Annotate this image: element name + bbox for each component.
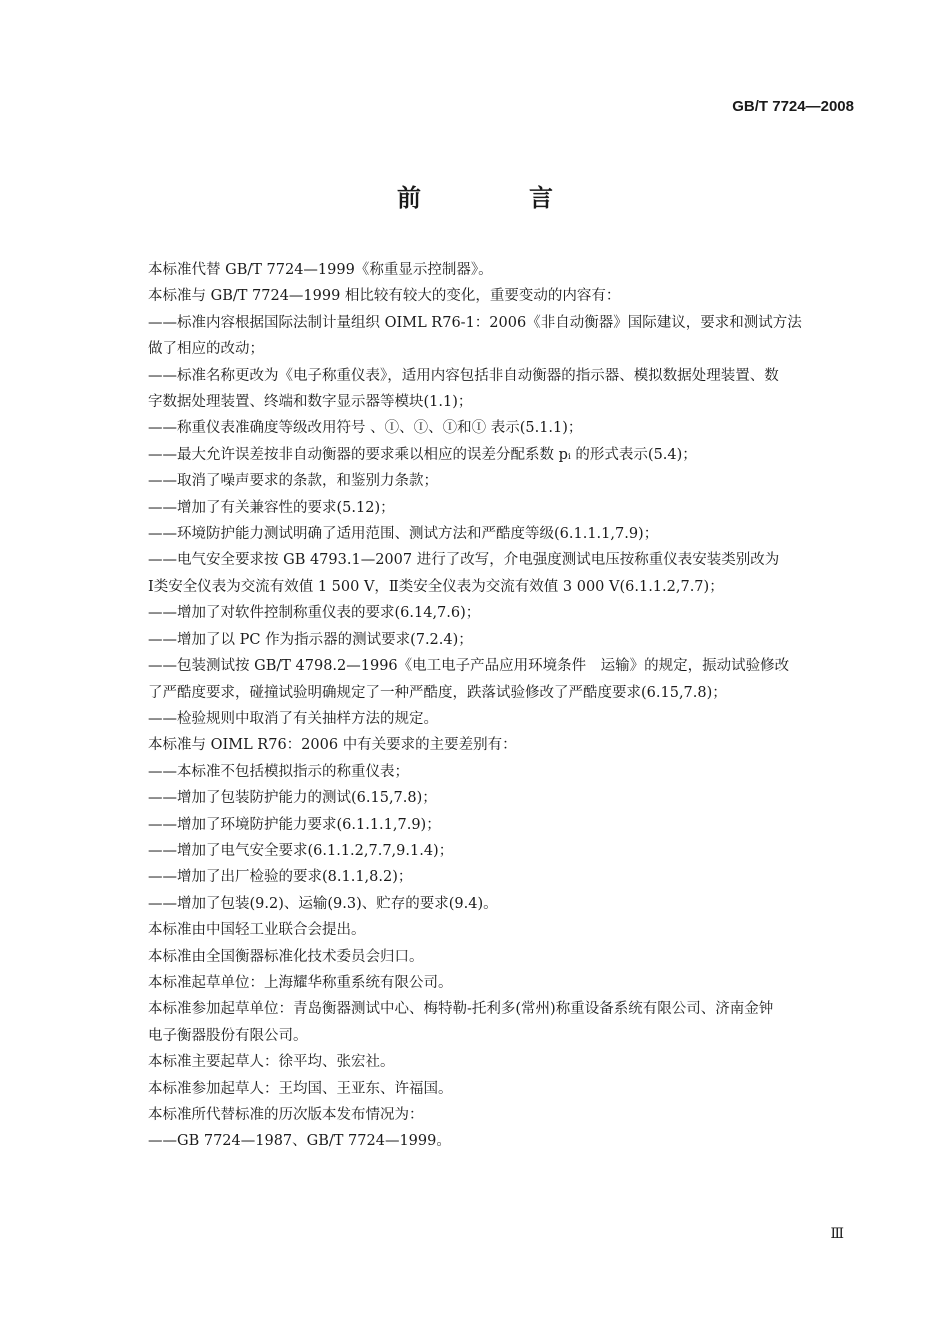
paragraph: 本标准参加起草人：王均国、王亚东、许福国。	[148, 1080, 453, 1097]
list-item: ——增加了环境防护能力要求(6.1.1.1,7.9)；	[148, 816, 441, 833]
paragraph: 本标准与 GB/T 7724—1999 相比较有较大的变化，重要变动的内容有：	[148, 288, 621, 305]
page-title: 前 言	[397, 184, 595, 212]
standard-code: GB/T 7724—2008	[732, 98, 854, 115]
paragraph-continuation: 电子衡器股份有限公司。	[148, 1027, 308, 1044]
paragraph: 本标准所代替标准的历次版本发布情况为：	[148, 1107, 424, 1123]
list-item: ——增加了包装防护能力的测试(6.15,7.8)；	[148, 790, 437, 807]
paragraph: 本标准起草单位：上海耀华称重系统有限公司。	[148, 974, 453, 991]
list-item-continuation: 做了相应的改动；	[148, 341, 264, 358]
paragraph: 本标准与 OIML R76：2006 中有关要求的主要差别有：	[148, 737, 517, 754]
list-item: ——标准名称更改为《电子称重仪表》，适用内容包括非自动衡器的指示器、模拟数据处理装置、数	[148, 367, 779, 384]
paragraph: 本标准由全国衡器标准化技术委员会归口。	[148, 948, 424, 965]
list-item: ——称重仪表准确度等级改用符号 、Ⓘ、Ⓘ、Ⓘ和Ⓘ 表示(5.1.1)；	[148, 420, 583, 437]
list-item: ——本标准不包括模拟指示的称重仪表；	[148, 763, 409, 780]
list-item: ——取消了噪声要求的条款，和鉴别力条款；	[148, 473, 438, 490]
list-item: ——包装测试按 GB/T 4798.2—1996《电工电子产品应用环境条件 运输》的规定，振动试验修改	[148, 658, 790, 675]
list-item: ——增加了对软件控制称重仪表的要求(6.14,7.6)；	[148, 605, 481, 622]
list-item: ——电气安全要求按 GB 4793.1—2007 进行了改写，介电强度测试电压按称重仪表安装类别改为	[148, 552, 780, 569]
list-item-continuation: 字数据处理装置、终端和数字显示器等模块(1.1)；	[148, 394, 473, 411]
list-item: ——增加了包装(9.2)、运输(9.3)、贮存的要求(9.4)。	[148, 895, 498, 912]
list-item: ——增加了电气安全要求(6.1.1.2,7.7,9.1.4)；	[148, 842, 454, 859]
list-item: ——增加了出厂检验的要求(8.1.1,8.2)；	[148, 869, 413, 886]
list-item: ——增加了有关兼容性的要求(5.12)；	[148, 499, 395, 516]
page-number: Ⅲ	[830, 1226, 844, 1242]
paragraph: 本标准由中国轻工业联合会提出。	[148, 922, 366, 939]
list-item: ——GB 7724—1987、GB/T 7724—1999。	[148, 1133, 451, 1150]
list-item: ——检验规则中取消了有关抽样方法的规定。	[148, 710, 438, 727]
list-item-continuation: Ⅰ类安全仪表为交流有效值 1 500 V，Ⅱ类安全仪表为交流有效值 3 000 V(6.1.1.2,7.7)；	[148, 578, 724, 595]
list-item: ——增加了以 PC 作为指示器的测试要求(7.2.4)；	[148, 631, 473, 648]
list-item-continuation: 了严酷度要求，碰撞试验明确规定了一种严酷度，跌落试验修改了严酷度要求(6.15,7.8)；	[148, 684, 727, 701]
paragraph: 本标准代替 GB/T 7724—1999《称重显示控制器》。	[148, 262, 493, 278]
list-item: ——最大允许误差按非自动衡器的要求乘以相应的误差分配系数 pᵢ 的形式表示(5.4)；	[148, 446, 697, 463]
list-item: ——环境防护能力测试明确了适用范围、测试方法和严酷度等级(6.1.1.1,7.9)；	[148, 526, 659, 543]
foreword-body	[148, 257, 858, 1155]
paragraph: 本标准主要起草人：徐平均、张宏社。	[148, 1054, 395, 1071]
paragraph: 本标准参加起草单位：青岛衡器测试中心、梅特勒-托利多(常州)称重设备系统有限公司、济南金钟	[148, 1001, 774, 1018]
list-item: ——标准内容根据国际法制计量组织 OIML R76-1：2006《非自动衡器》国际建议，要求和测试方法	[148, 314, 802, 331]
